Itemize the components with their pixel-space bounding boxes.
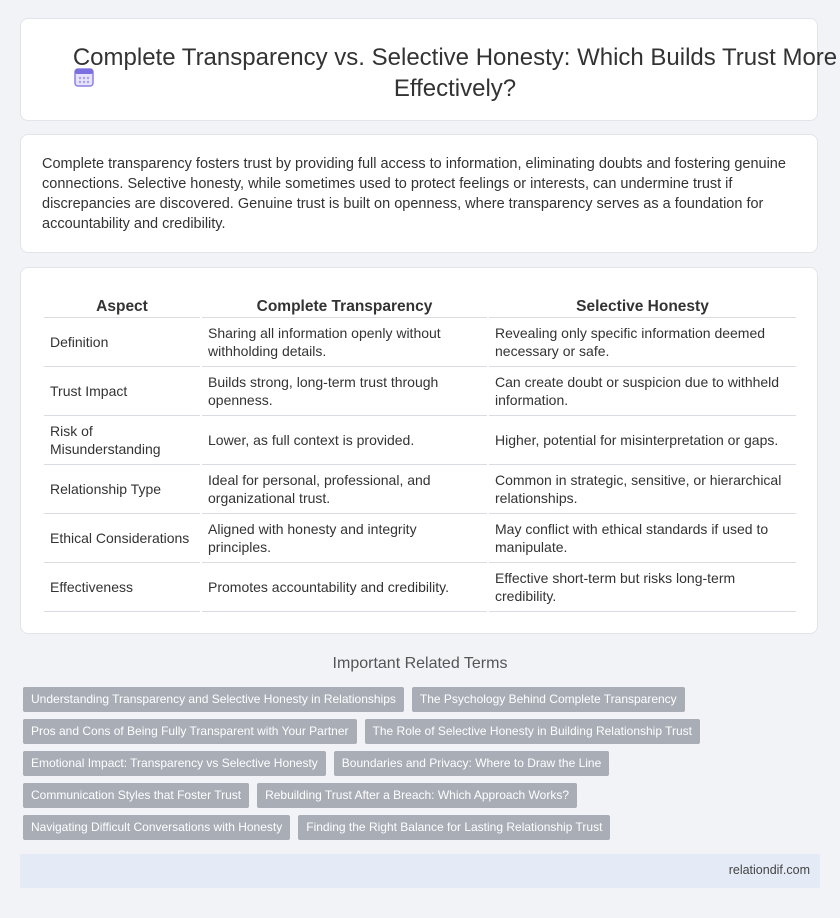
intro-paragraph: Complete transparency fosters trust by providing full access to information, eliminating doubts and fostering genuine connections. Selective honesty, while sometimes used to protect feelings or interests, can undermine trust if discrepancies are discovered. Genuine trust is built on openness, where transparency serves as a foundation for accountability and credibility. bbox=[42, 156, 786, 232]
comparison-table bbox=[42, 296, 798, 612]
cell-complete-transparency: Ideal for personal, professional, and organizational trust. bbox=[202, 465, 487, 514]
related-terms-row bbox=[23, 751, 723, 776]
cell-selective-honesty: Can create doubt or suspicion due to withheld information. bbox=[489, 367, 796, 416]
cell-selective-honesty: Common in strategic, sensitive, or hierarchical relationships. bbox=[489, 465, 796, 514]
cell-aspect: Relationship Type bbox=[44, 465, 200, 514]
cell-aspect: Effectiveness bbox=[44, 563, 200, 612]
related-term-link[interactable]: Communication Styles that Foster Trust bbox=[23, 783, 249, 808]
comparison-card bbox=[20, 267, 818, 634]
related-terms-title: Important Related Terms bbox=[332, 655, 508, 672]
related-terms-row bbox=[23, 815, 723, 840]
table-header-row bbox=[44, 296, 796, 318]
cell-complete-transparency: Aligned with honesty and integrity principles. bbox=[202, 514, 487, 563]
footer bbox=[20, 854, 820, 888]
table-row bbox=[44, 318, 796, 367]
cell-aspect: Definition bbox=[44, 318, 200, 367]
header-selective-honesty: Selective Honesty bbox=[489, 296, 796, 318]
page-title: Complete Transparency vs. Selective Honesty: Which Builds Trust More Effectively? bbox=[72, 44, 838, 102]
related-term-link[interactable]: Pros and Cons of Being Fully Transparent with Your Partner bbox=[23, 719, 357, 744]
table-row bbox=[44, 367, 796, 416]
intro-card bbox=[20, 134, 818, 253]
cell-complete-transparency: Promotes accountability and credibility. bbox=[202, 563, 487, 612]
table-row bbox=[44, 514, 796, 563]
cell-aspect: Trust Impact bbox=[44, 367, 200, 416]
related-terms-list bbox=[23, 687, 723, 847]
table-row bbox=[44, 563, 796, 612]
related-term-link[interactable]: Emotional Impact: Transparency vs Selective Honesty bbox=[23, 751, 326, 776]
related-terms-row bbox=[23, 783, 723, 808]
related-term-link[interactable]: The Psychology Behind Complete Transparency bbox=[412, 687, 685, 712]
related-terms-row bbox=[23, 719, 723, 744]
cell-complete-transparency: Lower, as full context is provided. bbox=[202, 416, 487, 465]
cell-selective-honesty: Higher, potential for misinterpretation or gaps. bbox=[489, 416, 796, 465]
header-aspect: Aspect bbox=[44, 296, 200, 318]
cell-complete-transparency: Builds strong, long-term trust through openness. bbox=[202, 367, 487, 416]
header-complete-transparency: Complete Transparency bbox=[202, 296, 487, 318]
cell-aspect: Ethical Considerations bbox=[44, 514, 200, 563]
related-term-link[interactable]: Understanding Transparency and Selective Honesty in Relationships bbox=[23, 687, 404, 712]
related-terms-row bbox=[23, 687, 723, 712]
related-term-link[interactable]: Finding the Right Balance for Lasting Relationship Trust bbox=[298, 815, 610, 840]
table-row bbox=[44, 465, 796, 514]
related-term-link[interactable]: Rebuilding Trust After a Breach: Which Approach Works? bbox=[257, 783, 577, 808]
table-row bbox=[44, 416, 796, 465]
cell-selective-honesty: Effective short-term but risks long-term credibility. bbox=[489, 563, 796, 612]
cell-complete-transparency: Sharing all information openly without withholding details. bbox=[202, 318, 487, 367]
cell-selective-honesty: Revealing only specific information deemed necessary or safe. bbox=[489, 318, 796, 367]
footer-site[interactable]: relationdif.com bbox=[728, 863, 810, 877]
related-term-link[interactable]: Navigating Difficult Conversations with Honesty bbox=[23, 815, 290, 840]
cell-aspect: Risk of Misunderstanding bbox=[44, 416, 200, 465]
related-term-link[interactable]: Boundaries and Privacy: Where to Draw the Line bbox=[334, 751, 609, 776]
cell-selective-honesty: May conflict with ethical standards if used to manipulate. bbox=[489, 514, 796, 563]
related-term-link[interactable]: The Role of Selective Honesty in Building Relationship Trust bbox=[365, 719, 701, 744]
